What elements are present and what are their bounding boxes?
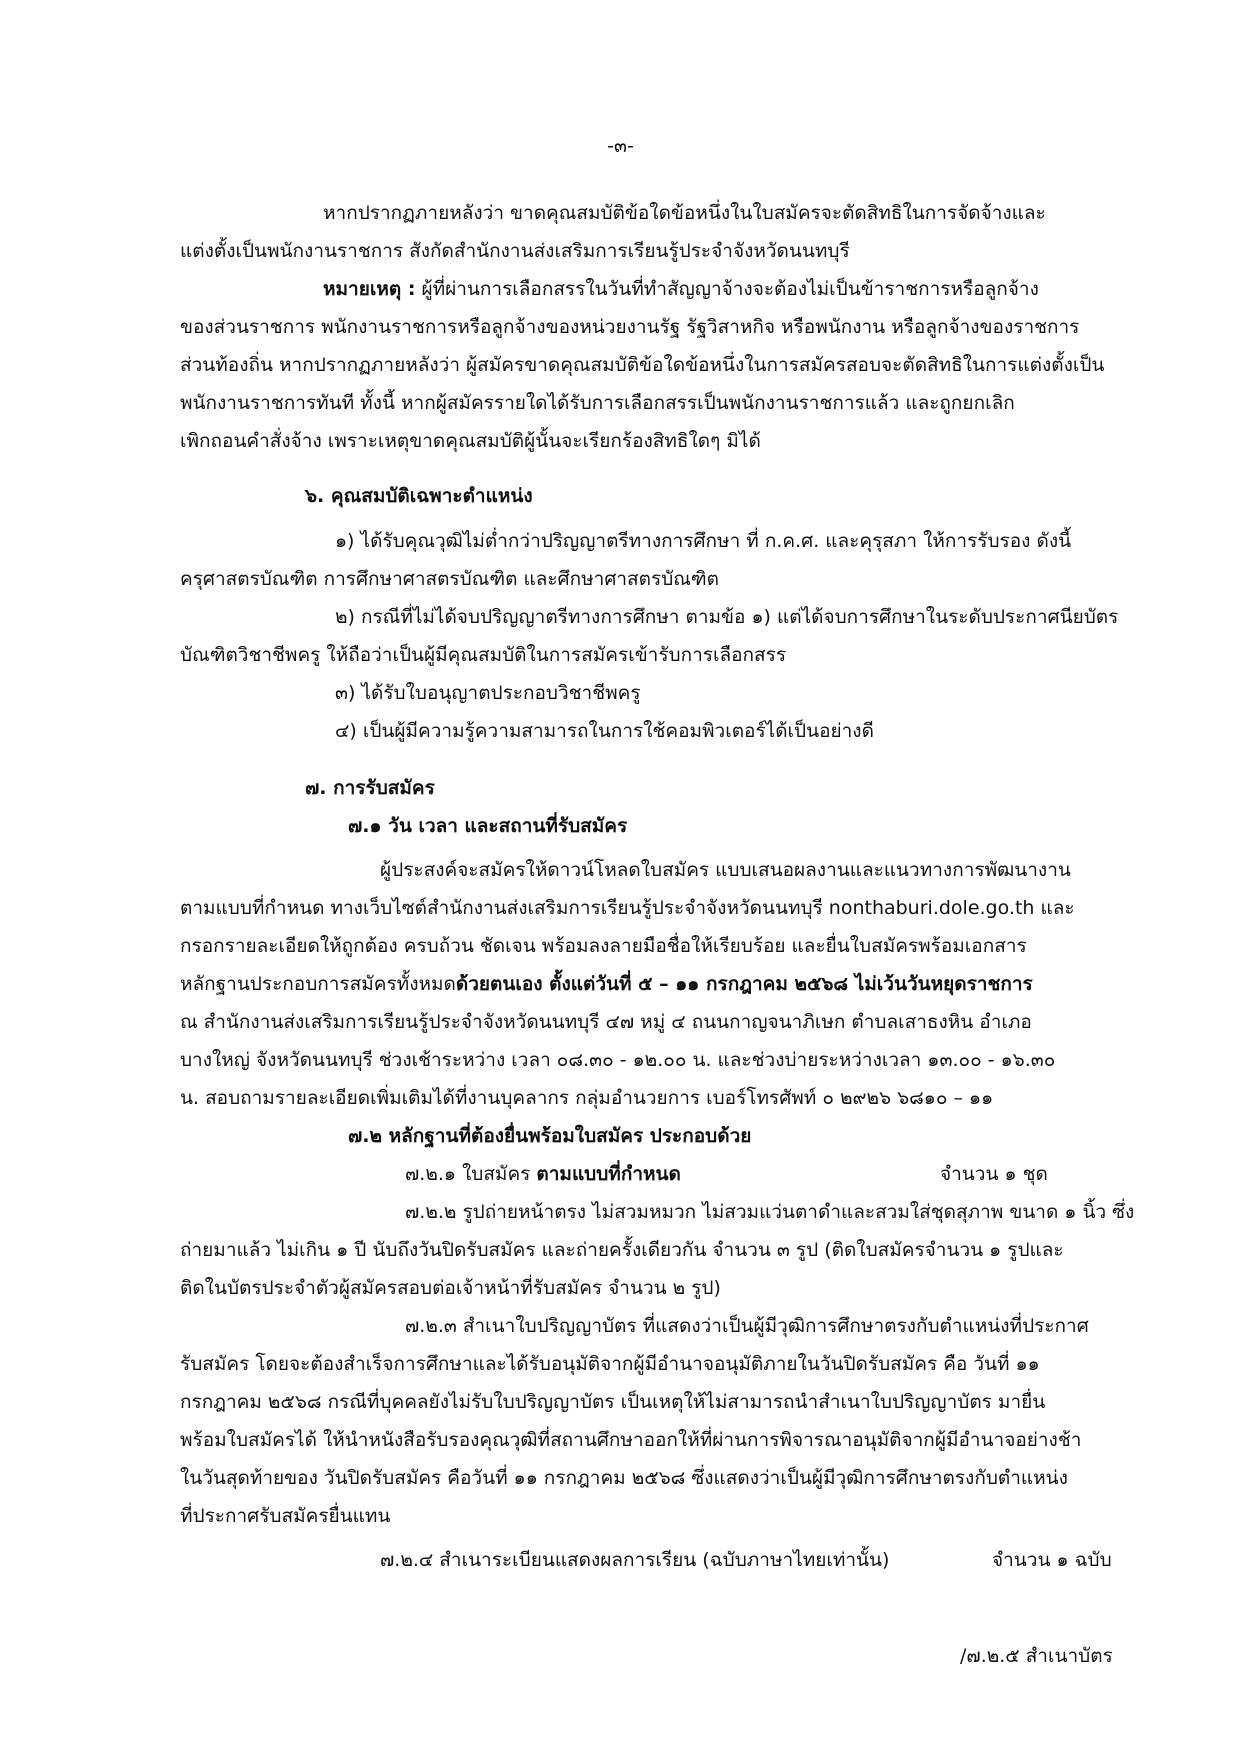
section7-2-3-line2: รับสมัคร โดยจะต้องสำเร็จการศึกษาและได้รับอนุมัติจากผู้มีอำนาจอนุมัติภายในวันปิดรับสมัคร คือ วันที่ ๑๑ [180,1353,1040,1375]
section7-2-1: ๗.๒.๑ ใบสมัคร ตามแบบที่กำหนด [405,1163,681,1185]
section7-2-3-line1: ๗.๒.๓ สำเนาใบปริญญาบัตร ที่แสดงว่าเป็นผู้มีวุฒิการศึกษาตรงกับตำแหน่งที่ประกาศ [405,1315,1089,1337]
note-label: หมายเหตุ : [323,278,416,300]
page-number: -๓- [607,135,634,157]
note-line-3: ส่วนท้องถิ่น หากปรากฏภายหลังว่า ผู้สมัครขาดคุณสมบัติข้อใดข้อหนึ่งในการสมัครสอบจะตัดสิทธิในการแต่งตั้งเป็น [180,354,1105,376]
section7-2-3-line4: พร้อมใบสมัครได้ ให้นำหนังสือรับรองคุณวุฒิที่สถานศึกษาออกให้ที่ผ่านการพิจารณาอนุมัติจากผู้มีอำนาจอย่างช้า [180,1429,1082,1451]
section6-item3: ๓) ได้รับใบอนุญาตประกอบวิชาชีพครู [335,682,641,704]
note-line-5: เพิกถอนคำสั่งจ้าง เพราะเหตุขาดคุณสมบัติผู้นั้นจะเรียกร้องสิทธิใดๆ มิได้ [180,430,761,452]
section6-item4: ๔) เป็นผู้มีความรู้ความสามารถในการใช้คอมพิวเตอร์ได้เป็นอย่างดี [335,720,874,742]
note-text: ผู้ที่ผ่านการเลือกสรรในวันที่ทำสัญญาจ้างจะต้องไม่เป็นข้าราชการหรือลูกจ้าง [415,278,1039,300]
note-line-2: ของส่วนราชการ พนักงานราชการหรือลูกจ้างของหน่วยงานรัฐ รัฐวิสาหกิจ หรือพนักงาน หรือลูกจ้างของราชการ [180,316,1080,338]
section7-1-p-line5: ณ สำนักงานส่งเสริมการเรียนรู้ประจำจังหวัดนนทบุรี ๔๗ หมู่ ๔ ถนนกาญจนาภิเษก ตำบลเสาธงหิน อำเภอ [180,1011,1032,1033]
application-period: ด้วยตนเอง ตั้งแต่วันที่ ๕ – ๑๑ กรกฎาคม ๒๕๖๘ ไม่เว้นวันหยุดราชการ [455,973,1033,995]
section6-item1-line1: ๑) ได้รับคุณวุฒิไม่ต่ำกว่าปริญญาตรีทางการศึกษา ที่ ก.ค.ศ. และคุรุสภา ให้การรับรอง ดังนี้ [335,530,1072,552]
section7-1-p-line4: หลักฐานประกอบการสมัครทั้งหมดด้วยตนเอง ตั้งแต่วันที่ ๕ – ๑๑ กรกฎาคม ๒๕๖๘ ไม่เว้นวันหยุดราชการ [180,973,1033,995]
section6-item1-line2: ครุศาสตรบัณฑิต การศึกษาศาสตรบัณฑิต และศึกษาศาสตรบัณฑิต [180,568,719,590]
note-line-1 [323,269,1039,309]
section7-2-2-line2: ถ่ายมาแล้ว ไม่เกิน ๑ ปี นับถึงวันปิดรับสมัคร และถ่ายครั้งเดียวกัน จำนวน ๓ รูป (ติดใบสมัครจำนวน ๑ รูปและ [180,1239,1064,1261]
section7-2-3-line6: ที่ประกาศรับสมัครยื่นแทน [180,1505,391,1527]
continuation-note: /๗.๒.๕ สำเนาบัตร [960,1645,1113,1667]
section7-1-p-line3: กรอกรายละเอียดให้ถูกต้อง ครบถ้วน ชัดเจน พร้อมลงลายมือชื่อให้เรียบร้อย และยื่นใบสมัครพร้อมเอกสาร [180,935,1027,957]
section7-2-3-line5: ในวันสุดท้ายของ วันปิดรับสมัคร คือวันที่ ๑๑ กรกฎาคม ๒๕๖๘ ซึ่งแสดงว่าเป็นผู้มีวุฒิการศึกษาตรงกับตำแหน่ง [180,1467,1068,1489]
section7-2-2-line3: ติดในบัตรประจำตัวผู้สมัครสอบต่อเจ้าหน้าที่รับสมัคร จำนวน ๒ รูป) [180,1277,721,1299]
section7-1-p-line1: ผู้ประสงค์จะสมัครให้ดาวน์โหลดใบสมัคร แบบเสนอผลงานและแนวทางการพัฒนางาน [380,859,1071,881]
intro-line-2: แต่งตั้งเป็นพนักงานราชการ สังกัดสำนักงานส่งเสริมการเรียนรู้ประจำจังหวัดนนทบุรี [180,240,850,262]
section7-2-4: ๗.๒.๔ สำเนาระเบียนแสดงผลการเรียน (ฉบับภาษาไทยเท่านั้น) [380,1549,890,1571]
section7-2-1-qty: จำนวน ๑ ชุด [940,1163,1048,1185]
section7-2-heading: ๗.๒ หลักฐานที่ต้องยื่นพร้อมใบสมัคร ประกอบด้วย [348,1125,752,1147]
section7-2-2-line1: ๗.๒.๒ รูปถ่ายหน้าตรง ไม่สวมหมวก ไม่สวมแว่นตาดำและสวมใส่ชุดสุภาพ ขนาด ๑ นิ้ว ซึ่ง [405,1201,1135,1223]
intro-line-1: หากปรากฏภายหลังว่า ขาดคุณสมบัติข้อใดข้อหนึ่งในใบสมัครจะตัดสิทธิในการจัดจ้างและ [323,202,1046,224]
note-line-4: พนักงานราชการทันที ทั้งนี้ หากผู้สมัครรายใดได้รับการเลือกสรรเป็นพนักงานราชการแล้ว และถูกยกเลิก [180,392,1015,414]
section7-1-heading: ๗.๑ วัน เวลา และสถานที่รับสมัคร [348,815,628,837]
section6-item2-line1: ๒) กรณีที่ไม่ได้จบปริญญาตรีทางการศึกษา ตามข้อ ๑) แต่ได้จบการศึกษาในระดับประกาศนียบัตร [335,606,1119,628]
section7-1-p-line6: บางใหญ่ จังหวัดนนทบุรี ช่วงเช้าระหว่าง เวลา ๐๘.๓๐ - ๑๒.๐๐ น. และช่วงบ่ายระหว่างเวลา ๑๓.๐๐ - ๑๖.๓๐ [180,1049,1056,1071]
section6-item2-line2: บัณฑิตวิชาชีพครู ให้ถือว่าเป็นผู้มีคุณสมบัติในการสมัครเข้ารับการเลือกสรร [180,644,787,666]
section7-1-p-line2: ตามแบบที่กำหนด ทางเว็บไซต์สำนักงานส่งเสริมการเรียนรู้ประจำจังหวัดนนทบุรี nonthaburi.dole.go.th และ [180,897,1075,919]
section7-1-p-line7: น. สอบถามรายละเอียดเพิ่มเติมได้ที่งานบุคลากร กลุ่มอำนวยการ เบอร์โทรศัพท์ ๐ ๒๙๒๖ ๖๘๑๐ – ๑๑ [180,1087,994,1109]
section7-heading: ๗. การรับสมัคร [305,777,435,799]
section7-2-3-line3: กรกฎาคม ๒๕๖๘ กรณีที่บุคคลยังไม่รับใบปริญญาบัตร เป็นเหตุให้ไม่สามารถนำสำเนาใบปริญญาบัตร มายื่น [180,1391,1046,1413]
section6-heading: ๖. คุณสมบัติเฉพาะตำแหน่ง [305,485,533,507]
section7-2-4-qty: จำนวน ๑ ฉบับ [992,1549,1112,1571]
